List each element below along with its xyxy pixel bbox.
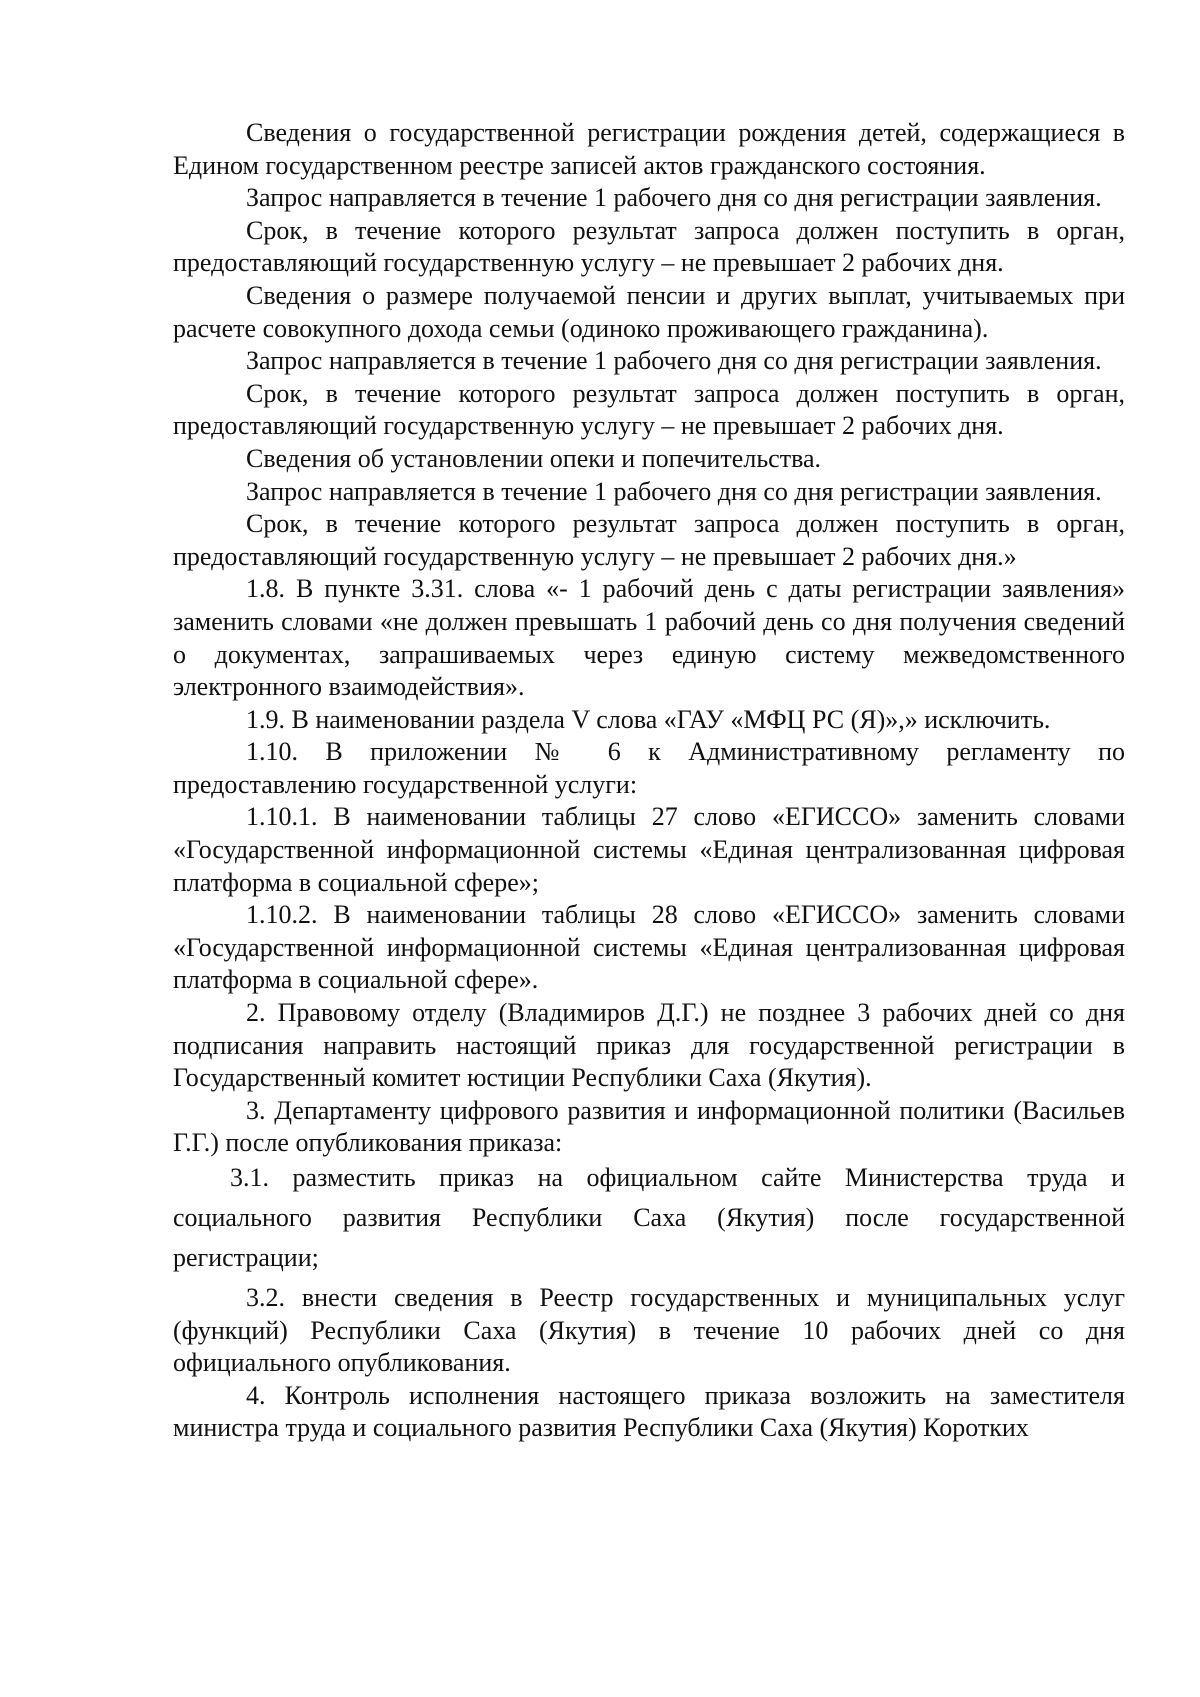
- paragraph: Срок, в течение которого результат запроса должен поступить в орган, предоставляющий государственную услугу – не превышает 2 рабочих дня.»: [173, 509, 1125, 571]
- paragraph: 3.2. внести сведения в Реестр государственных и муниципальных услуг (функций) Республики Саха (Якутия) в течение 10 рабочих дней со дня официального опубликования.: [173, 1283, 1125, 1378]
- paragraph: Сведения о государственной регистрации рождения детей, содержащиеся в Едином государственном реестре записей актов гражданского состояния.: [173, 118, 1125, 180]
- paragraph: 1.10.1. В наименовании таблицы 27 слово «ЕГИССО» заменить словами «Государственной информационной системы «Единая централизованная цифровая платформа в социальной сфере»;: [173, 802, 1125, 897]
- paragraph: Запрос направляется в течение 1 рабочего дня со дня регистрации заявления.: [246, 183, 1102, 213]
- paragraph: 3. Департаменту цифрового развития и информационной политики (Васильев Г.Г.) после опубликования приказа:: [173, 1095, 1125, 1158]
- paragraph: Запрос направляется в течение 1 рабочего дня со дня регистрации заявления.: [246, 476, 1102, 506]
- paragraph: 3.1. разместить приказ на официальном сайте Министерства труда и социального развития Республики Саха (Якутия) после государственной регистрации;: [173, 1163, 1125, 1272]
- paragraph: 1.9. В наименовании раздела V слова «ГАУ «МФЦ РС (Я)»,» исключить.: [246, 704, 1051, 734]
- paragraph: Срок, в течение которого результат запроса должен поступить в орган, предоставляющий государственную услугу – не превышает 2 рабочих дня.: [173, 215, 1125, 278]
- paragraph: 4. Контроль исполнения настоящего приказа возложить на заместителя министра труда и социального развития Республики Саха (Якутия) Коротких: [173, 1380, 1125, 1443]
- paragraph: 1.10. В приложении № 6 к Административному регламенту по предоставлению государственной услуги:: [173, 737, 1125, 799]
- paragraph: Запрос направляется в течение 1 рабочего дня со дня регистрации заявления.: [246, 346, 1102, 376]
- paragraph: 1.8. В пункте 3.31. слова «- 1 рабочий день с даты регистрации заявления» заменить словами «не должен превышать 1 рабочий день со дня получения сведений о документах, запрашиваемых через единую систему межведомственного электронного взаимодействия».: [173, 574, 1125, 702]
- paragraph: Срок, в течение которого результат запроса должен поступить в орган, предоставляющий государственную услугу – не превышает 2 рабочих дня.: [173, 378, 1125, 441]
- paragraph: 2. Правовому отделу (Владимиров Д.Г.) не позднее 3 рабочих дней со дня подписания направить настоящий приказ для государственной регистрации в Государственный комитет юстиции Республики Саха (Якутия).: [173, 998, 1125, 1093]
- paragraph: 1.10.2. В наименовании таблицы 28 слово «ЕГИССО» заменить словами «Государственной информационной системы «Единая централизованная цифровая платформа в социальной сфере».: [173, 900, 1125, 995]
- document-body: [173, 117, 1125, 1445]
- paragraph: Сведения об установлении опеки и попечительства.: [246, 443, 822, 473]
- paragraph: Сведения о размере получаемой пенсии и других выплат, учитываемых при расчете совокупного дохода семьи (одиноко проживающего гражданина).: [173, 280, 1125, 343]
